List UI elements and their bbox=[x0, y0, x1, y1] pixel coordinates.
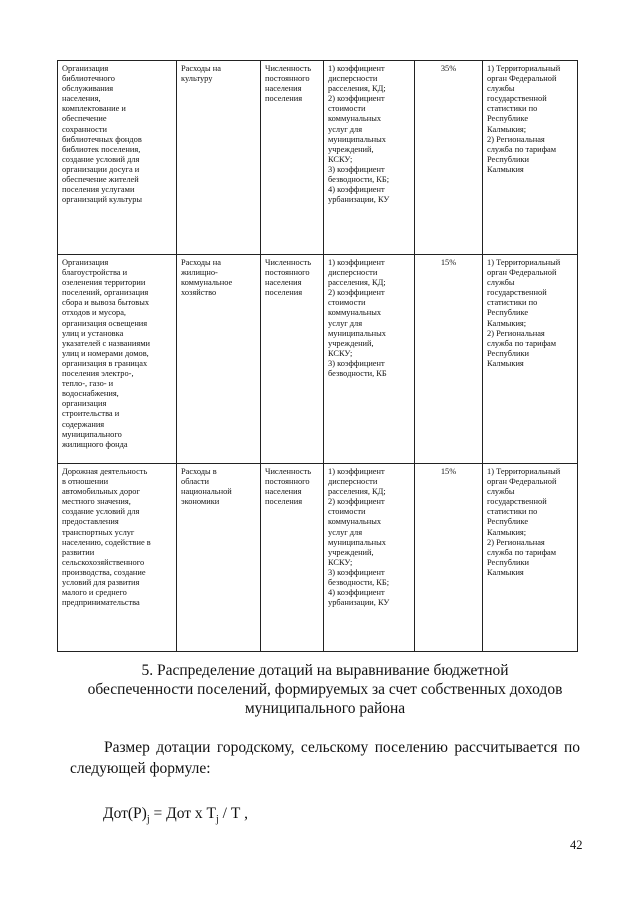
function-text: Дорожная деятельность в отношении автомобильных дорог местного значения, создание условий для предоставления транспортных услуг населению, содействие в развитии сельскохозяйственного производства, создание условий для развития малого и среднего предпринимательства bbox=[62, 467, 151, 608]
function-cell bbox=[58, 464, 177, 652]
heading-line: муниципального района bbox=[244, 700, 406, 717]
formula-middle: = Дот х Т bbox=[149, 805, 216, 822]
weight-text: 15% bbox=[440, 467, 457, 476]
section-heading bbox=[70, 661, 580, 718]
indicator-text: Численность постоянного населения поселения bbox=[265, 64, 312, 104]
source-cell bbox=[483, 464, 578, 652]
indicator-cell bbox=[261, 464, 324, 652]
allocation-table bbox=[57, 60, 578, 652]
table-row bbox=[58, 464, 578, 652]
function-text: Организация библиотечного обслуживания населения, комплектование и обеспечение сохранности библиотечных фондов библиотек поселения, создание условий для организации досуга и обеспечение жителей поселения услугами организаций культуры bbox=[62, 64, 143, 205]
coefficients-cell bbox=[324, 464, 415, 652]
source-text: 1) Территориальный орган Федеральной службы государственной статистики по Республике Калмыкия; 2) Региональная служба по тарифам Республики Калмыкия bbox=[487, 258, 561, 368]
source-text: 1) Территориальный орган Федеральной службы государственной статистики по Республике Калмыкия; 2) Региональная служба по тарифам Республики Калмыкия bbox=[487, 467, 561, 577]
formula-lhs: Дот(Р) bbox=[103, 805, 147, 822]
indicator-text: Численность постоянного населения поселения bbox=[265, 258, 312, 298]
coefficients-text: 1) коэффициент дисперсности расселения, КД; 2) коэффициент стоимости коммунальных услуг для муниципальных учреждений, КСКУ; 3) коэффициент безводности, КБ; 4) коэффициент урбанизации, КУ bbox=[328, 467, 390, 608]
function-cell bbox=[58, 255, 177, 464]
indicator-text: Численность постоянного населения поселения bbox=[265, 467, 312, 507]
function-cell bbox=[58, 61, 177, 255]
source-cell bbox=[483, 255, 578, 464]
formula bbox=[103, 805, 248, 825]
expense-cell bbox=[177, 255, 261, 464]
expense-text: Расходы в области национальной экономики bbox=[181, 467, 232, 507]
coefficients-text: 1) коэффициент дисперсности расселения, КД; 2) коэффициент стоимости коммунальных услуг для муниципальных учреждений, КСКУ; 3) коэффициент безводности, КБ bbox=[328, 258, 387, 379]
weight-cell bbox=[415, 255, 483, 464]
expense-text: Расходы на культуру bbox=[181, 64, 221, 84]
source-text: 1) Территориальный орган Федеральной службы государственной статистики по Республике Калмыкия; 2) Региональная служба по тарифам Республики Калмыкия bbox=[487, 64, 561, 174]
source-cell bbox=[483, 61, 578, 255]
expense-text: Расходы на жилищно- коммунальное хозяйство bbox=[181, 258, 233, 298]
weight-text: 15% bbox=[440, 258, 457, 267]
table-row bbox=[58, 61, 578, 255]
function-text: Организация благоустройства и озеленения территории поселений, организация сбора и вывоза бытовых отходов и мусора, организация освещения улиц и установка указателей с названиями улиц и номерами домов, организация в границах поселения электро-, тепло-, газо- и водоснабжения, организация строительства и содержания муниципального жилищного фонда bbox=[62, 258, 150, 449]
coefficients-cell bbox=[324, 255, 415, 464]
heading-line: обеспеченности поселений, формируемых за счет собственных доходов bbox=[87, 681, 563, 698]
formula-subscript: j bbox=[146, 814, 150, 826]
coefficients-text: 1) коэффициент дисперсности расселения, КД; 2) коэффициент стоимости коммунальных услуг для муниципальных учреждений, КСКУ; 3) коэффициент безводности, КБ; 4) коэффициент урбанизации, КУ bbox=[328, 64, 390, 205]
table-row bbox=[58, 255, 578, 464]
page-number: 42 bbox=[570, 838, 583, 852]
heading-line: 5. Распределение дотаций на выравнивание бюджетной bbox=[141, 662, 509, 679]
indicator-cell bbox=[261, 61, 324, 255]
weight-cell bbox=[415, 464, 483, 652]
indicator-cell bbox=[261, 255, 324, 464]
expense-cell bbox=[177, 464, 261, 652]
coefficients-cell bbox=[324, 61, 415, 255]
weight-text: 35% bbox=[440, 64, 457, 73]
formula-subscript: j bbox=[215, 814, 219, 826]
formula-rhs: / Т , bbox=[218, 805, 249, 822]
body-paragraph: Размер дотации городскому, сельскому поселению рассчитывается по следующей формуле: bbox=[70, 739, 580, 777]
weight-cell bbox=[415, 61, 483, 255]
expense-cell bbox=[177, 61, 261, 255]
